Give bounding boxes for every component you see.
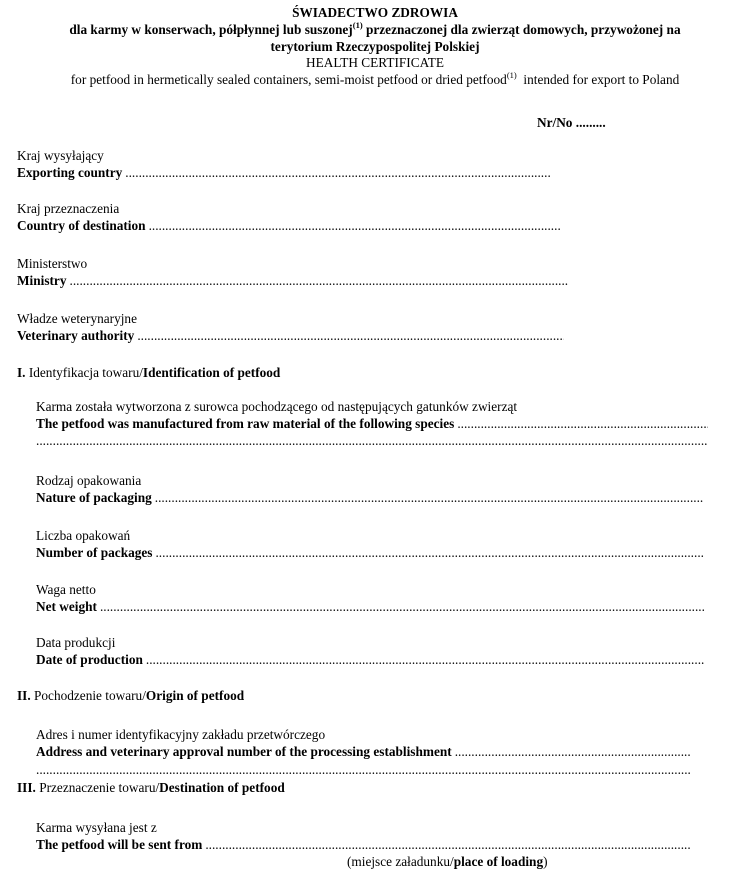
place-of-loading-note-close: ) (543, 854, 548, 869)
net-weight-dots[interactable] (100, 599, 704, 615)
production-date-label-en: Date of production (36, 652, 143, 667)
ministry-dots[interactable] (70, 273, 569, 289)
certificate-number-dots: ......... (575, 115, 606, 130)
species-label-en: The petfood was manufactured from raw material of the following species (36, 416, 455, 431)
veterinary-authority-dots[interactable] (137, 328, 564, 344)
section3-numeral: III. (17, 780, 36, 795)
subtitle-pl (0, 19, 750, 38)
net-weight-label-pl: Waga netto (36, 582, 96, 597)
place-of-loading-note-pl: (miejsce załadunku/ (347, 854, 454, 869)
establishment-field[interactable] (36, 744, 690, 760)
destination-country-label-pl: Kraj przeznaczenia (17, 201, 120, 216)
subtitle-pl-part-b: przeznaczonej dla zwierząt domowych, przywożonej na (365, 22, 681, 37)
section2-numeral: II. (17, 688, 31, 703)
section1-title-en: Identification of petfood (142, 365, 281, 380)
packaging-label-pl: Rodzaj opakowania (36, 473, 142, 488)
place-of-loading-note (347, 854, 548, 870)
footnote-mark: (1) (352, 19, 363, 30)
sent-from-label-en: The petfood will be sent from (36, 837, 203, 852)
subtitle-pl-line2: terytorium Rzeczypospolitej Polskiej (270, 39, 480, 54)
sent-from-field[interactable] (36, 837, 690, 853)
veterinary-authority-field[interactable] (17, 328, 564, 344)
section2-title-pl: Pochodzenie towaru/ (34, 688, 146, 703)
certificate-number-label: Nr/No (537, 115, 573, 130)
subtitle-en-part-b: intended for export to Poland (523, 72, 680, 87)
species-dots-line2[interactable] (36, 433, 708, 449)
section1-numeral: I. (17, 365, 26, 380)
establishment-dots[interactable] (455, 744, 690, 760)
production-date-dots[interactable] (146, 652, 704, 668)
net-weight-label-en: Net weight (36, 599, 97, 614)
net-weight-field[interactable] (36, 599, 704, 615)
footnote-mark-en: (1) (506, 69, 517, 80)
ministry-field[interactable] (17, 273, 568, 289)
species-label-pl: Karma została wytworzona z surowca pochodzącego od następujących gatunków zwierząt (36, 399, 518, 414)
destination-country-label-en: Country of destination (17, 218, 146, 233)
section2-title-en: Origin of petfood (145, 688, 245, 703)
packaging-label-en: Nature of packaging (36, 490, 152, 505)
sent-from-dots[interactable] (205, 837, 690, 853)
subtitle-en (0, 69, 750, 88)
title-pl: ŚWIADECTWO ZDROWIA (292, 5, 458, 20)
subtitle-en-part-a: for petfood in hermetically sealed containers, semi-moist petfood or dried petfood (70, 72, 507, 87)
exporting-country-field[interactable] (17, 165, 550, 181)
species-field[interactable] (36, 416, 708, 432)
packaging-field[interactable] (36, 490, 704, 506)
ministry-label-en: Ministry (17, 273, 67, 288)
subtitle-pl-part-a: dla karmy w konserwach, półpłynnej lub suszonej (69, 22, 353, 37)
packages-count-label-pl: Liczba opakowań (36, 528, 131, 543)
production-date-label-pl: Data produkcji (36, 635, 116, 650)
place-of-loading-note-en: place of loading (453, 854, 544, 869)
packages-count-label-en: Number of packages (36, 545, 153, 560)
veterinary-authority-label-en: Veterinary authority (17, 328, 135, 343)
packages-count-field[interactable] (36, 545, 704, 561)
section1-heading (17, 365, 280, 381)
ministry-label-pl: Ministerstwo (17, 256, 88, 271)
production-date-field[interactable] (36, 652, 704, 668)
packages-count-dots[interactable] (155, 545, 704, 561)
establishment-label-pl: Adres i numer identyfikacyjny zakładu przetwórczego (36, 727, 326, 742)
destination-country-field[interactable] (17, 218, 560, 234)
establishment-label-en: Address and veterinary approval number of the processing establishment (36, 744, 452, 759)
exporting-country-dots[interactable] (125, 165, 550, 181)
veterinary-authority-label-pl: Władze weterynaryjne (17, 311, 137, 326)
exporting-country-label-pl: Kraj wysyłający (17, 148, 104, 163)
section3-title-pl: Przeznaczenie towaru/ (39, 780, 160, 795)
species-dots[interactable] (457, 416, 708, 432)
sent-from-label-pl: Karma wysyłana jest z (36, 820, 157, 835)
section2-heading (17, 688, 244, 704)
exporting-country-label-en: Exporting country (17, 165, 123, 180)
title-en: HEALTH CERTIFICATE (306, 55, 444, 70)
section1-title-pl: Identyfikacja towaru/ (28, 365, 143, 380)
establishment-dots-line2[interactable] (36, 762, 690, 778)
packaging-dots[interactable] (155, 490, 704, 506)
section3-heading (17, 780, 285, 796)
certificate-number (537, 115, 606, 131)
destination-country-dots[interactable] (149, 218, 560, 234)
section3-title-en: Destination of petfood (159, 780, 285, 795)
